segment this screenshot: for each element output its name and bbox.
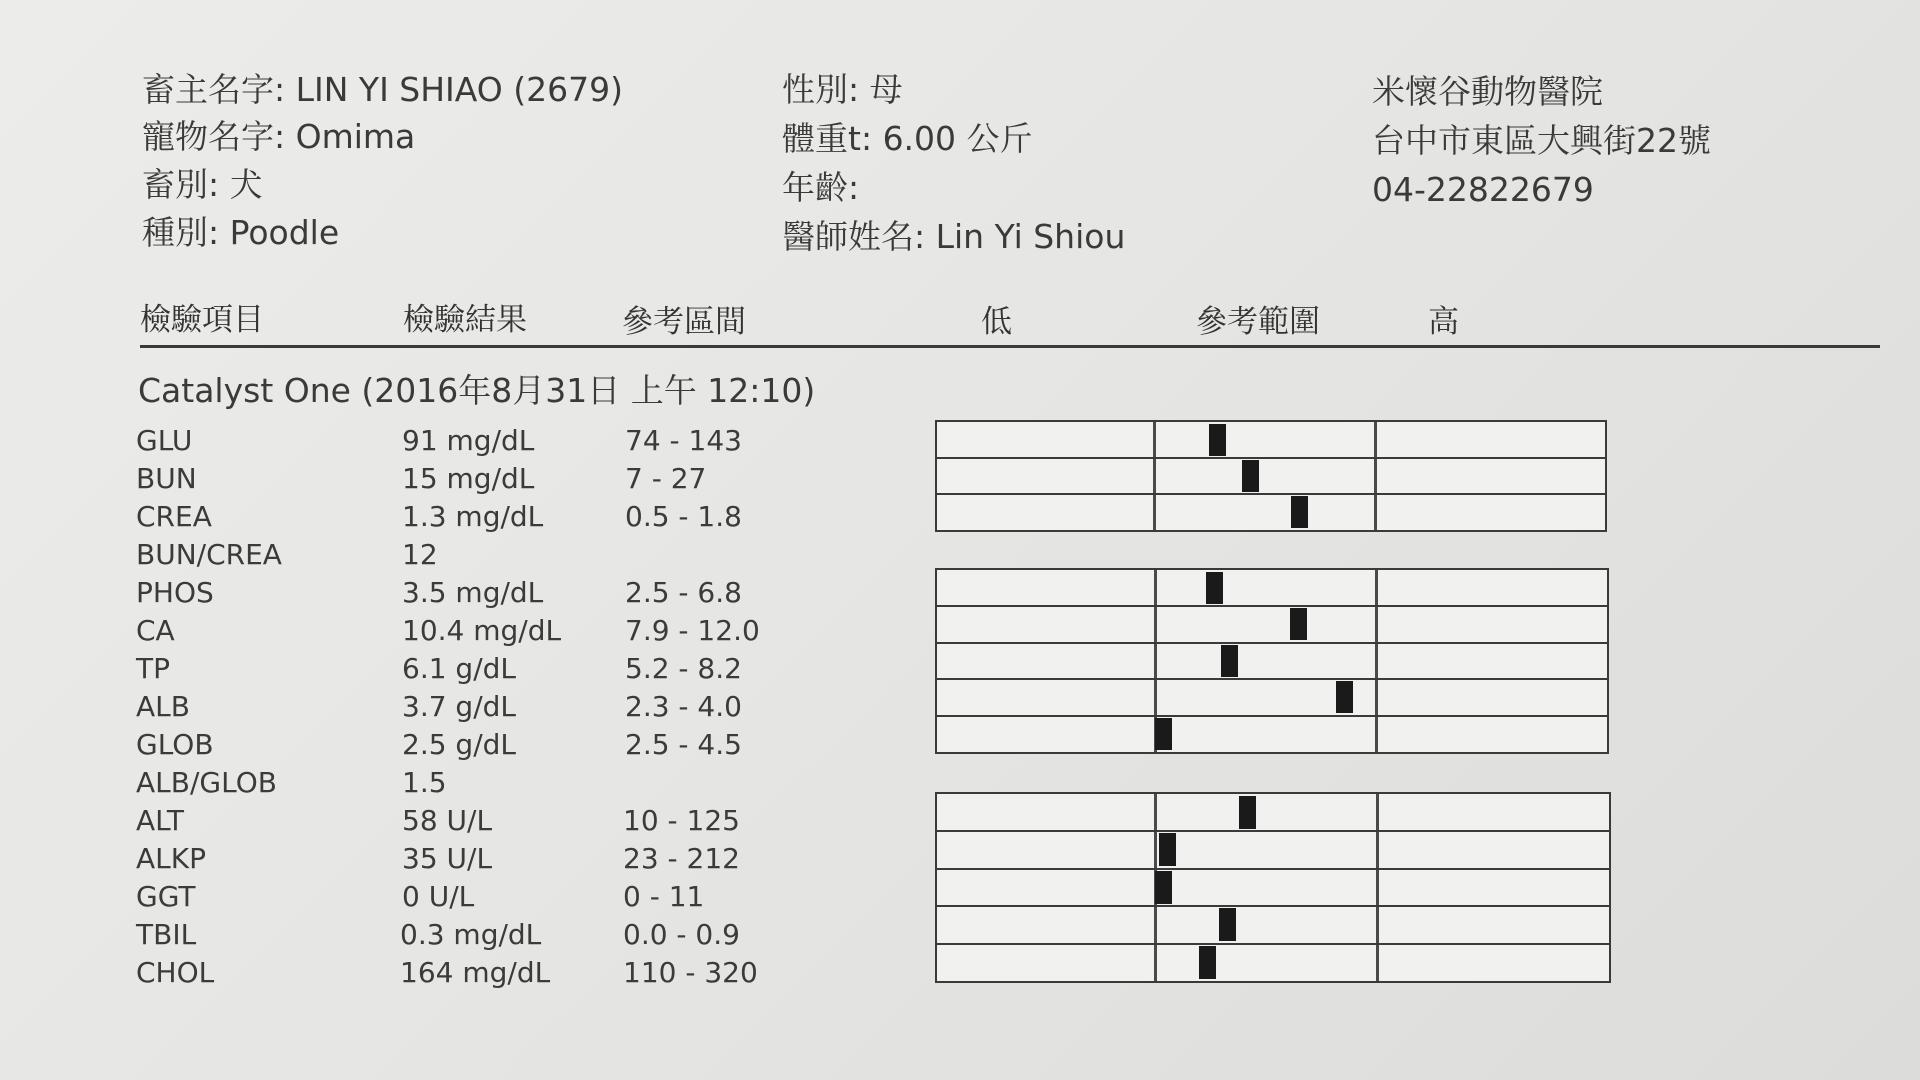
clinic-name: 米懷谷動物醫院 <box>1372 72 1603 111</box>
level-marker-glu <box>1209 424 1226 456</box>
test-name-ca: CA <box>136 614 175 647</box>
test-ref-tp: 5.2 - 8.2 <box>625 652 742 685</box>
header-item: 檢驗項目 <box>140 302 264 338</box>
test-ref-phos: 2.5 - 6.8 <box>625 576 742 609</box>
weight-label: 體重t: <box>782 119 873 158</box>
weight-line <box>782 119 1033 158</box>
test-name-chol: CHOL <box>136 956 215 989</box>
test-ref-glu: 74 - 143 <box>625 424 742 457</box>
age-label: 年齡: <box>782 168 860 207</box>
test-name-tp: TP <box>136 652 170 685</box>
pet-line <box>142 117 416 156</box>
header-result: 檢驗結果 <box>403 302 527 338</box>
pet-value: Omima <box>295 117 416 156</box>
gauge-row-divider <box>937 457 1605 459</box>
age-line <box>782 168 860 207</box>
header-range: 參考範圍 <box>1196 304 1320 340</box>
level-marker-tbil <box>1219 908 1236 941</box>
test-name-tbil: TBIL <box>136 918 197 951</box>
level-marker-chol <box>1199 946 1216 979</box>
test-name-ggt: GGT <box>136 880 196 913</box>
gauge-row-divider <box>937 605 1607 607</box>
clinic-address: 台中市東區大興街22號 <box>1372 121 1711 160</box>
level-marker-phos <box>1206 572 1223 604</box>
gauge-row-divider <box>937 715 1607 717</box>
doctor-label: 醫師姓名: <box>782 217 926 256</box>
test-ref-chol: 110 - 320 <box>623 956 758 989</box>
gauge-row-divider <box>937 830 1609 832</box>
level-marker-alt <box>1239 796 1256 829</box>
species-line <box>142 165 263 204</box>
gauge-row-divider <box>937 868 1609 870</box>
test-ref-bun: 7 - 27 <box>625 462 707 495</box>
test-ref-alkp: 23 - 212 <box>623 842 740 875</box>
range-high-line <box>1374 422 1377 530</box>
species-value: 犬 <box>229 165 263 204</box>
test-name-bun-crea: BUN/CREA <box>136 538 282 571</box>
level-marker-ca <box>1290 608 1307 640</box>
gauge-row-divider <box>937 905 1609 907</box>
test-result-bun-crea: 12 <box>402 538 438 571</box>
test-result-phos: 3.5 mg/dL <box>402 576 544 609</box>
section-title: Catalyst One (2016年8月31日 上午 12:10) <box>138 371 816 410</box>
sex-label: 性別: <box>782 70 860 109</box>
test-ref-ggt: 0 - 11 <box>623 880 705 913</box>
header-interval: 參考區間 <box>622 304 746 340</box>
level-marker-crea <box>1291 496 1308 528</box>
clinic-phone: 04-22822679 <box>1372 170 1594 209</box>
gauge-row-divider <box>937 642 1607 644</box>
test-result-chol: 164 mg/dL <box>400 956 551 989</box>
gauge-group-protein <box>935 568 1609 754</box>
header-high: 高 <box>1428 304 1459 340</box>
test-result-tp: 6.1 g/dL <box>402 652 517 685</box>
test-result-bun: 15 mg/dL <box>402 462 535 495</box>
sex-value: 母 <box>869 70 903 109</box>
level-marker-ggt <box>1155 871 1172 904</box>
level-marker-alkp <box>1159 833 1176 866</box>
owner-label: 畜主名字: <box>142 70 286 109</box>
test-result-ca: 10.4 mg/dL <box>402 614 562 647</box>
test-name-glu: GLU <box>136 424 193 457</box>
test-name-glob: GLOB <box>136 728 214 761</box>
doctor-value: Lin Yi Shiou <box>935 217 1126 256</box>
test-result-alkp: 35 U/L <box>402 842 493 875</box>
test-ref-crea: 0.5 - 1.8 <box>625 500 742 533</box>
level-marker-alb <box>1336 681 1353 713</box>
test-result-alt: 58 U/L <box>402 804 493 837</box>
species-label: 畜別: <box>142 165 220 204</box>
header-low: 低 <box>981 304 1012 340</box>
gauge-row-divider <box>937 493 1605 495</box>
test-result-crea: 1.3 mg/dL <box>402 500 544 533</box>
header-rule <box>140 345 1880 348</box>
test-ref-glob: 2.5 - 4.5 <box>625 728 742 761</box>
test-result-ggt: 0 U/L <box>402 880 475 913</box>
test-name-alb: ALB <box>136 690 190 723</box>
gauge-group-renal <box>935 420 1607 532</box>
test-ref-alb: 2.3 - 4.0 <box>625 690 742 723</box>
breed-line <box>142 213 340 252</box>
test-name-alt: ALT <box>136 804 185 837</box>
owner-line <box>142 70 623 109</box>
range-high-line <box>1376 794 1379 981</box>
range-low-line <box>1153 422 1156 530</box>
level-marker-bun <box>1242 460 1259 492</box>
test-name-bun: BUN <box>136 462 197 495</box>
test-name-crea: CREA <box>136 500 212 533</box>
test-name-phos: PHOS <box>136 576 214 609</box>
test-result-glu: 91 mg/dL <box>402 424 535 457</box>
owner-value: LIN YI SHIAO (2679) <box>295 70 623 109</box>
test-result-alb-glob: 1.5 <box>402 766 447 799</box>
test-ref-alt: 10 - 125 <box>623 804 740 837</box>
test-result-alb: 3.7 g/dL <box>402 690 517 723</box>
level-marker-tp <box>1221 645 1238 677</box>
test-name-alb-glob: ALB/GLOB <box>136 766 277 799</box>
test-ref-tbil: 0.0 - 0.9 <box>623 918 740 951</box>
test-result-tbil: 0.3 mg/dL <box>400 918 542 951</box>
pet-label: 寵物名字: <box>142 117 286 156</box>
gauge-row-divider <box>937 943 1609 945</box>
doctor-line <box>782 217 1126 256</box>
gauge-group-liver <box>935 792 1611 983</box>
test-result-glob: 2.5 g/dL <box>402 728 517 761</box>
breed-label: 種別: <box>142 213 220 252</box>
level-marker-glob <box>1155 718 1172 750</box>
test-name-alkp: ALKP <box>136 842 206 875</box>
gauge-row-divider <box>937 678 1607 680</box>
test-ref-ca: 7.9 - 12.0 <box>625 614 760 647</box>
breed-value: Poodle <box>229 213 340 252</box>
range-high-line <box>1375 570 1378 752</box>
weight-value: 6.00 公斤 <box>882 119 1033 158</box>
sex-line <box>782 70 903 109</box>
